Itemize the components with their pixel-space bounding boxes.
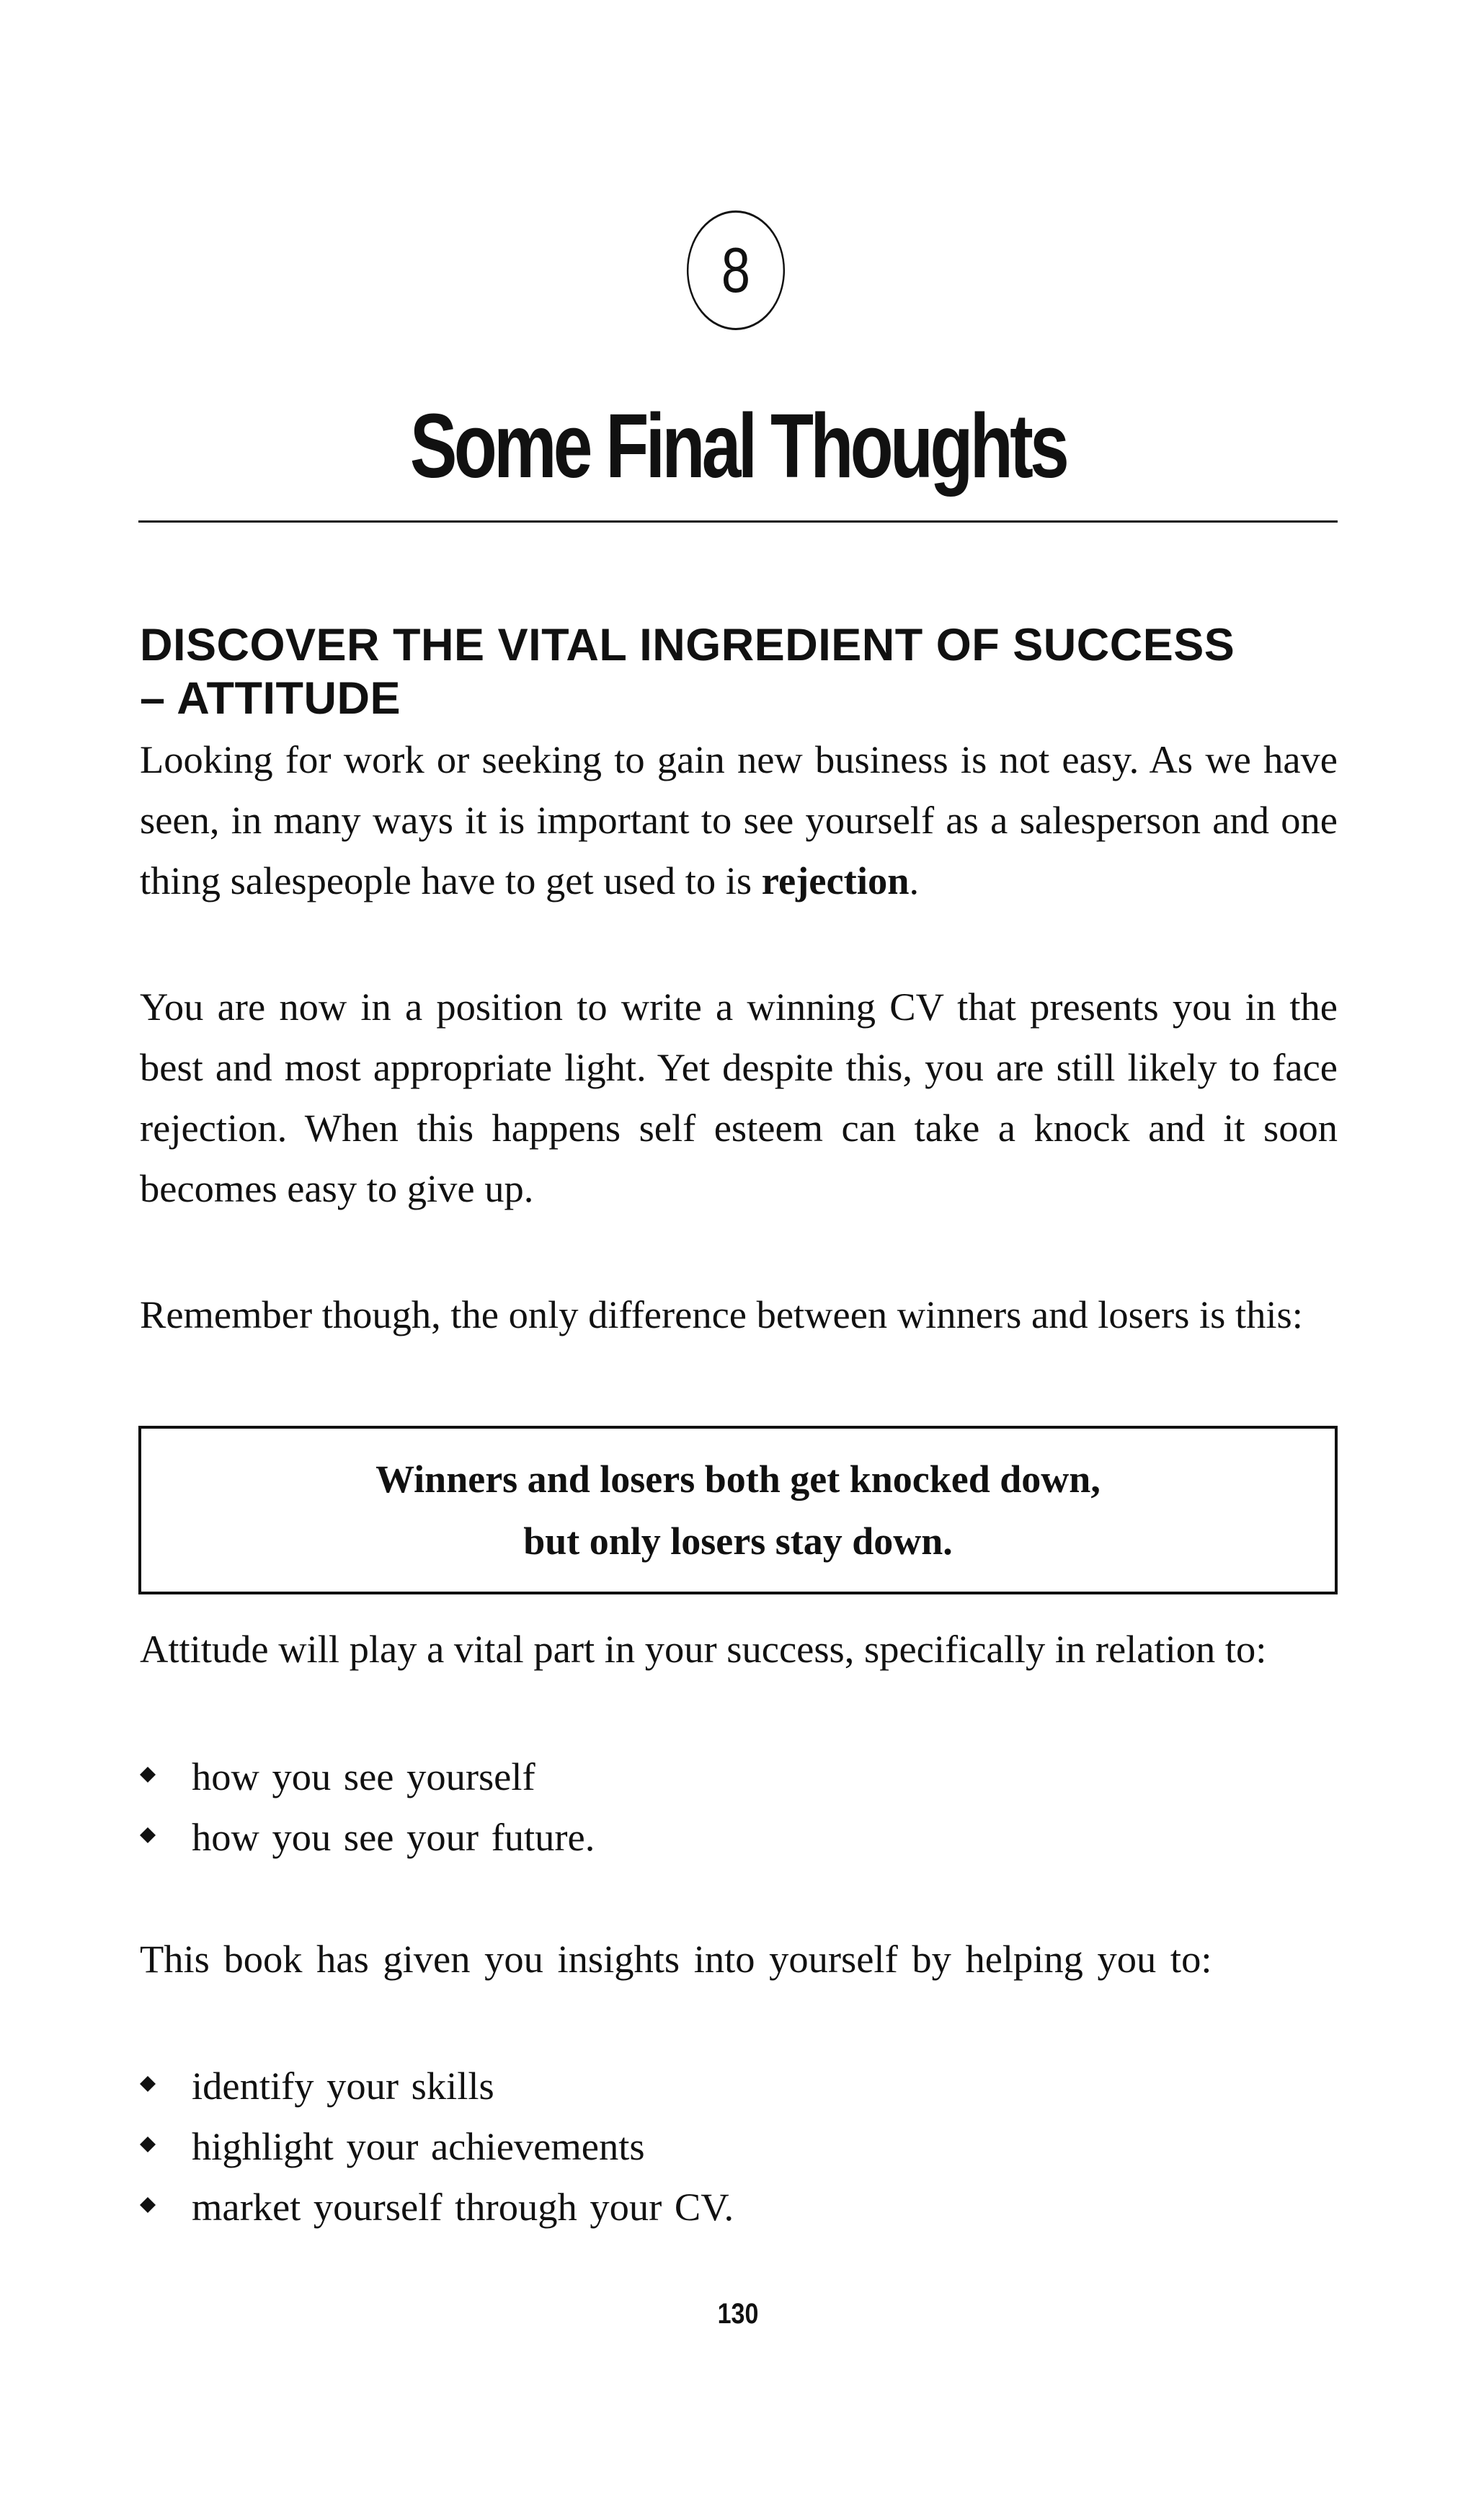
paragraph-4: Attitude will play a vital part in your success, specifically in relation to: [140,1627,1267,1671]
quote-line-1: Winners and losers both get knocked down, [375,1458,1101,1501]
list-item-text: how you see yourself [192,1754,535,1798]
paragraph-5: This book has given you insights into yourself by helping you to: [140,1937,1212,1981]
list-item [140,2177,1338,2237]
list-item-text: how you see your future. [192,1815,595,1859]
section-heading [140,618,1343,725]
paragraph-1 [140,729,1338,911]
section-heading-line-2: – ATTITUDE [140,673,401,724]
chapter-title: Some Final Thoughts [409,395,1067,497]
list-item-text: market yourself through your CV. [192,2185,734,2229]
list-item [140,2056,1338,2116]
paragraph-1-end: . [909,859,920,902]
diamond-bullet-icon [140,2076,156,2092]
paragraph-2: You are now in a position to write a winning CV that presents you in the best and most appropriate light. Yet despite this, you are still likely to face rejection. When this happens self esteem can take a knock and it soon becomes easy to give up. [140,985,1338,1210]
section-heading-line-1: DISCOVER THE VITAL INGREDIENT OF SUCCESS [140,620,1235,670]
chapter-number-badge [687,210,785,330]
list-item-text: identify your skills [192,2064,494,2108]
title-divider [138,520,1338,523]
diamond-bullet-icon [140,1767,156,1783]
diamond-bullet-icon [140,2197,156,2213]
list-item [140,2116,1338,2177]
diamond-bullet-icon [140,2137,156,2152]
insights-list [140,2056,1338,2237]
diamond-bullet-icon [140,1827,156,1843]
attitude-list [140,1747,1338,1868]
chapter-number: 8 [721,234,751,306]
paragraph-1-emphasis: rejection [761,859,910,902]
paragraph-3: Remember though, the only difference between winners and losers is this: [140,1292,1303,1336]
quote-line-2: but only losers stay down. [523,1519,953,1563]
quote-box [138,1426,1338,1594]
list-item [140,1807,1338,1868]
page-number: 130 [717,2298,759,2330]
list-item [140,1747,1338,1807]
list-item-text: highlight your achievements [192,2124,645,2168]
paragraph-1-text: Looking for work or seeking to gain new business is not easy. As we have seen, in many ways it is important to see yourself as a salesperson and one thing salespeople have to get used to is [140,737,1338,902]
